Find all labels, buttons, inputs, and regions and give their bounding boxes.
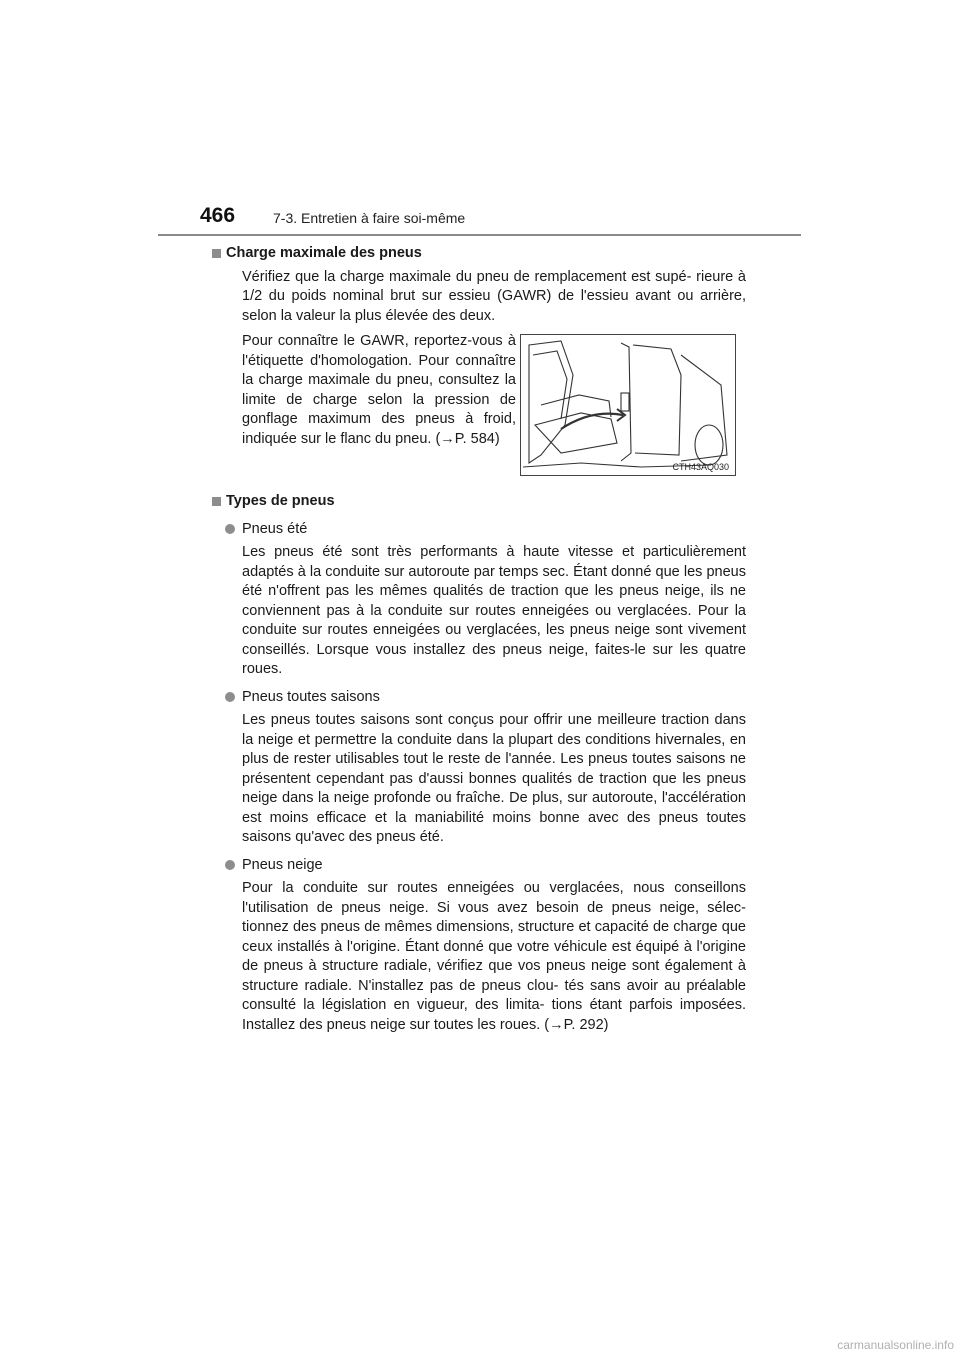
- bullet-snow: [242, 856, 746, 876]
- square-bullet-icon: [212, 249, 221, 258]
- bullet-summer-title: Pneus été: [242, 520, 308, 537]
- heading-types: [212, 492, 746, 512]
- round-bullet-icon: [225, 524, 235, 534]
- round-bullet-icon: [225, 860, 235, 870]
- bullet-summer: [242, 520, 746, 540]
- watermark: carmanualsonline.info: [837, 1338, 954, 1352]
- car-door-jamb-illustration-icon: [521, 335, 735, 475]
- page-number: 466: [200, 204, 236, 227]
- header-rule: [158, 234, 801, 236]
- figure-label: CTH43AQ030: [672, 462, 729, 472]
- car-door-jamb-figure: [520, 334, 736, 476]
- bullet-snow-title: Pneus neige: [242, 856, 323, 873]
- bullet-allseason-title: Pneus toutes saisons: [242, 688, 380, 705]
- charge-paragraph-1: Vérifiez que la charge maximale du pneu de remplacement est supé- rieure à 1/2 du poids nominal brut sur essieu (GAWR) de l'essieu avant ou arrière, selon la valeur la plus élevée des deux.: [242, 268, 746, 324]
- bullet-allseason-text: Les pneus toutes saisons sont conçus pour offrir une meilleure traction dans la neige et permettre la conduite dans la plupart des conditions hivernales, en plus de rester utilisables tout le reste de l'année. Les pneus toutes saisons ne présentent cependant pas d'aussi bonnes qualités de traction que les pneus neige dans la neige profonde ou fraîche. De plus, sur autoroute, l'accélération est moins efficace et la maniabilité moins bonne avec des pneus toutes saisons qu'avec des pneus été.: [242, 712, 746, 845]
- bullet-allseason: [242, 688, 746, 708]
- heading-charge-text: Charge maximale des pneus: [226, 245, 422, 261]
- square-bullet-icon: [212, 497, 221, 506]
- bullet-summer-text: Les pneus été sont très performants à haute vitesse et particulièrement adaptés à la conduite sur autoroute par temps sec. Étant donné que les pneus été n'offrent pas les mêmes qualités de traction que les pneus neige, ils ne conviennent pas à la conduite sur routes enneigées ou verglacées. Pour la conduite sur routes enneigées ou verglacées, les pneus neige sont vivement conseillés. Lorsque vous installez des pneus neige, faites-le sur les quatre roues.: [242, 544, 746, 677]
- heading-types-text: Types de pneus: [226, 493, 335, 509]
- page-header: [158, 204, 801, 234]
- heading-charge: [212, 244, 746, 264]
- charge-paragraph-2: Pour connaître le GAWR, reportez-vous à l'étiquette d'homologation. Pour connaître la charge maximale du pneu, consultez la limite de charge selon la pression de gonflage maximum des pneus à froid, indiquée sur le flanc du pneu. (→P. 584): [242, 333, 516, 447]
- round-bullet-icon: [225, 692, 235, 702]
- section-title: 7-3. Entretien à faire soi-même: [273, 210, 466, 226]
- bullet-snow-text: Pour la conduite sur routes enneigées ou verglacées, nous conseillons l'utilisation de pneus neige. Si vous avez besoin de pneus neige, sélec- tionnez des pneus de mêmes dimensions, structure et capacité de charge que ceux installés à l'origine. Étant donné que votre véhicule est équipé à l'origine de pneus à structure radiale, vérifiez que vos pneus neige sont également à structure radiale. N'installez pas de pneus clou- tés sans avoir au préalable consulté la législation en vigueur, des limita- tions étant parfois imposées. Installez des pneus neige sur toutes les roues. (→P. 292): [242, 880, 746, 1033]
